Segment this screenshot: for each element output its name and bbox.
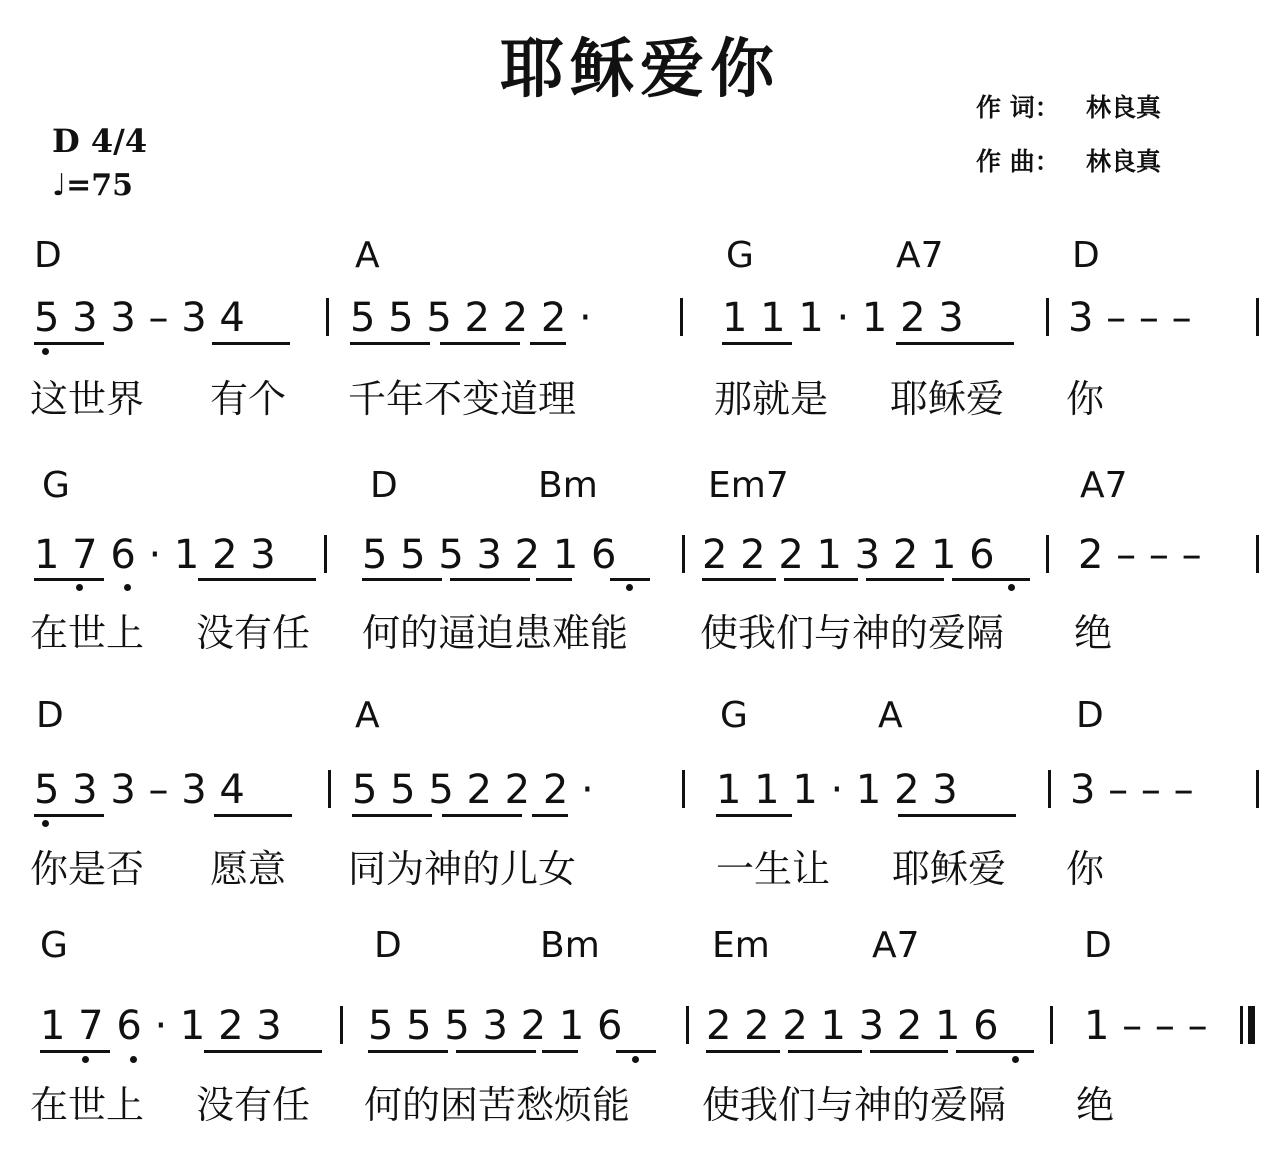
bar-line [1046, 298, 1049, 336]
lyric: 愿意 [210, 847, 287, 891]
low-octave-dot [1012, 1056, 1019, 1063]
composer-name: 林良真 [1086, 147, 1162, 176]
measure-notes: 5 5 5 3 2 1 6 [368, 1003, 623, 1049]
lyricist-name: 林良真 [1086, 93, 1162, 122]
beat-underline [536, 578, 572, 581]
bar-line [682, 535, 685, 573]
chord: G [42, 465, 70, 506]
measure-notes: 3 – – – [1068, 295, 1192, 341]
beat-underline [532, 814, 568, 817]
measure-notes: 2 2 2 1 3 2 1 6 [706, 1003, 999, 1049]
beat-underline [616, 1050, 656, 1053]
chord: A7 [872, 925, 920, 966]
bar-line [680, 298, 683, 336]
chord: D [1076, 695, 1104, 736]
measure-notes: 3 – – – [1070, 767, 1194, 813]
beat-underline [40, 1050, 110, 1053]
beat-underline [896, 342, 1014, 345]
beat-underline [870, 1050, 948, 1053]
beat-underline [610, 578, 650, 581]
bar-line [686, 1006, 689, 1044]
chord: D [1072, 235, 1100, 276]
chord: G [726, 235, 754, 276]
chord: A [355, 235, 380, 276]
low-octave-dot [632, 1056, 639, 1063]
lyric: 你是否 [30, 847, 145, 891]
lyric: 没有任 [196, 1083, 311, 1127]
low-octave-dot [76, 584, 83, 591]
beat-underline [530, 342, 566, 345]
chord: D [34, 235, 62, 276]
bar-line [1240, 1006, 1243, 1044]
chord: A [878, 695, 903, 736]
lyric: 千年不变道理 [348, 377, 577, 421]
low-octave-dot [130, 1056, 137, 1063]
beat-underline [456, 1050, 536, 1053]
beat-underline [214, 814, 292, 817]
beat-underline [788, 1050, 862, 1053]
measure-notes: 1 7 6 · 1 2 3 [40, 1003, 282, 1049]
lyric: 你 [1066, 377, 1105, 421]
bar-line [328, 770, 331, 808]
chord: Bm [538, 465, 598, 506]
lyric: 在世上 [30, 1083, 145, 1127]
chord: Em [712, 925, 770, 966]
beat-underline [212, 342, 290, 345]
lyric: 何的逼迫患难能 [362, 611, 629, 655]
measure-notes: 5 5 5 3 2 1 6 [362, 532, 617, 578]
beat-underline [702, 578, 776, 581]
measure-notes: 5 3 3 – 3 4 [34, 295, 245, 341]
chord: D [374, 925, 402, 966]
chord: A7 [1080, 465, 1128, 506]
chord: Em7 [708, 465, 789, 506]
song-title: 耶稣爱你 [500, 32, 780, 107]
chord: Bm [540, 925, 600, 966]
lyric: 耶稣爱 [892, 847, 1007, 891]
measure-notes: 1 1 1 · 1 2 3 [722, 295, 964, 341]
chord: A [355, 695, 380, 736]
lyric: 你 [1066, 847, 1105, 891]
chord: A7 [896, 235, 944, 276]
beat-underline [198, 578, 316, 581]
lyricist-credit [976, 88, 1161, 124]
chord: D [36, 695, 64, 736]
measure-notes: 2 – – – [1078, 532, 1202, 578]
lyric: 一生让 [716, 847, 831, 891]
beat-underline [350, 342, 430, 345]
beat-underline [706, 1050, 780, 1053]
lyric: 何的困苦愁烦能 [364, 1083, 631, 1127]
lyric: 这世界 [30, 377, 145, 421]
chord: D [370, 465, 398, 506]
tempo-marking: ♩=75 [52, 168, 134, 203]
key-signature: D 4/4 [52, 122, 148, 160]
low-octave-dot [1008, 584, 1015, 591]
measure-notes: 5 5 5 2 2 2 · [350, 295, 592, 341]
low-octave-dot [42, 820, 49, 827]
lyric: 在世上 [30, 611, 145, 655]
bar-line [1046, 535, 1049, 573]
beat-underline [898, 814, 1016, 817]
lyric: 绝 [1074, 611, 1113, 655]
lyric: 有个 [210, 377, 287, 421]
measure-notes: 1 7 6 · 1 2 3 [34, 532, 276, 578]
lyric: 使我们与神的爱隔 [700, 611, 1005, 655]
measure-notes: 1 – – – [1084, 1003, 1208, 1049]
bar-line [1050, 1006, 1053, 1044]
beat-underline [442, 814, 522, 817]
bar-line [1048, 770, 1051, 808]
low-octave-dot [82, 1056, 89, 1063]
beat-underline [362, 578, 442, 581]
low-octave-dot [42, 348, 49, 355]
bar-line [1256, 535, 1259, 573]
lyric: 耶稣爱 [890, 377, 1005, 421]
bar-line [1256, 770, 1259, 808]
lyric: 没有任 [196, 611, 311, 655]
beat-underline [204, 1050, 322, 1053]
bar-line [324, 535, 327, 573]
composer-label: 作 曲： [976, 147, 1060, 176]
beat-underline [440, 342, 520, 345]
beat-underline [352, 814, 432, 817]
bar-line [326, 298, 329, 336]
lyric: 绝 [1076, 1083, 1115, 1127]
beat-underline [34, 578, 104, 581]
beat-underline [722, 342, 792, 345]
low-octave-dot [626, 584, 633, 591]
beat-underline [866, 578, 944, 581]
beat-underline [784, 578, 858, 581]
bar-line [340, 1006, 343, 1044]
beat-underline [368, 1050, 448, 1053]
beat-underline [542, 1050, 578, 1053]
beat-underline [952, 578, 1030, 581]
chord: G [720, 695, 748, 736]
bar-line [1256, 298, 1259, 336]
beat-underline [450, 578, 530, 581]
lyric: 使我们与神的爱隔 [702, 1083, 1007, 1127]
composer-credit [976, 142, 1161, 178]
lyric: 同为神的儿女 [348, 847, 577, 891]
low-octave-dot [124, 584, 131, 591]
bar-line [682, 770, 685, 808]
lyricist-label: 作 词： [976, 93, 1060, 122]
measure-notes: 1 1 1 · 1 2 3 [716, 767, 958, 813]
measure-notes: 2 2 2 1 3 2 1 6 [702, 532, 995, 578]
chord: G [40, 925, 68, 966]
beat-underline [34, 814, 104, 817]
chord: D [1084, 925, 1112, 966]
final-bar-line [1248, 1006, 1255, 1044]
beat-underline [716, 814, 792, 817]
measure-notes: 5 5 5 2 2 2 · [352, 767, 594, 813]
beat-underline [956, 1050, 1034, 1053]
beat-underline [34, 342, 104, 345]
lyric: 那就是 [714, 377, 829, 421]
measure-notes: 5 3 3 – 3 4 [34, 767, 245, 813]
